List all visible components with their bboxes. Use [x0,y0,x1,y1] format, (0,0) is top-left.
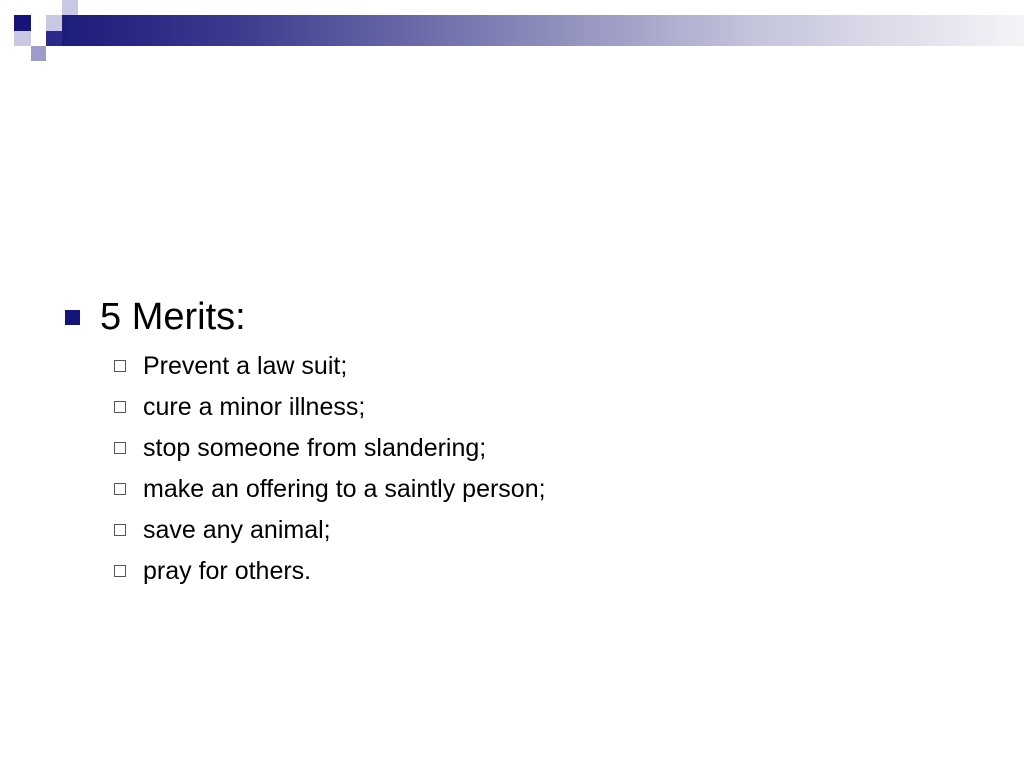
list-item-text: save any animal; [143,515,331,544]
list-item [114,468,962,509]
list-item [114,345,962,386]
bullet-heading [62,294,962,340]
hollow-square-bullet-icon [114,524,126,536]
list-item [114,427,962,468]
hollow-square-bullet-icon [114,565,126,577]
heading-text: 5 Merits: [100,296,246,338]
list-item-text: Prevent a law suit; [143,351,348,380]
hollow-square-bullet-icon [114,483,126,495]
slide-content [62,294,962,591]
list-item-text: make an offering to a saintly person; [143,474,546,503]
list-item [114,509,962,550]
list-item [114,386,962,427]
list-item-text: cure a minor illness; [143,392,366,421]
decor-square [46,15,62,31]
square-bullet-icon [65,310,80,325]
decor-square [14,15,31,32]
list-item-text: pray for others. [143,556,312,585]
header-gradient-bar [62,15,1024,46]
decor-square [62,0,78,16]
hollow-square-bullet-icon [114,442,126,454]
list-item [114,550,962,591]
decor-square [31,46,46,61]
decor-square [31,15,46,30]
decor-square [14,31,31,46]
hollow-square-bullet-icon [114,360,126,372]
list-item-text: stop someone from slandering; [143,433,487,462]
decor-square [46,31,62,46]
merits-list [62,345,962,591]
decor-square [0,31,14,46]
hollow-square-bullet-icon [114,401,126,413]
